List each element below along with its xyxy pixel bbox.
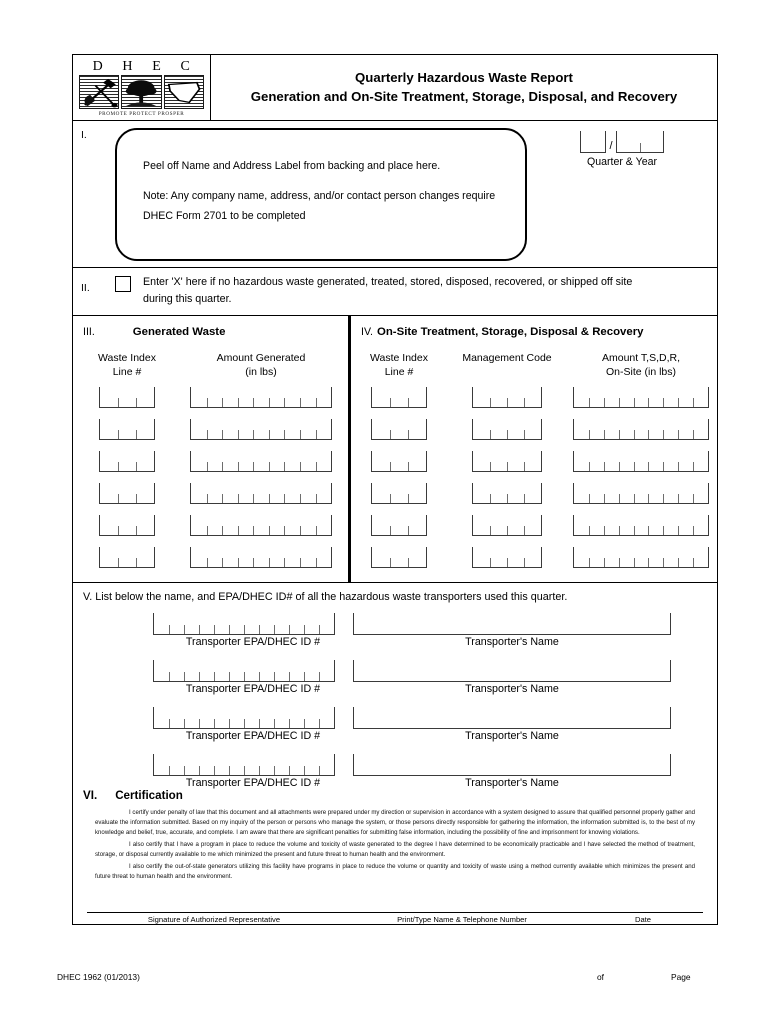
transporter-id-input[interactable] bbox=[153, 707, 335, 729]
management-code-input[interactable] bbox=[472, 483, 542, 504]
address-change-note-line1: Note: Any company name, address, and/or contact person changes require bbox=[143, 190, 496, 203]
section-3-column-headers bbox=[73, 352, 348, 379]
management-code-input[interactable] bbox=[472, 515, 542, 536]
section-5-instruction bbox=[73, 591, 717, 603]
no-activity-text-line1: Enter 'X' here if no hazardous waste generated, treated, stored, disposed, recovered, or shipped off site bbox=[143, 276, 633, 288]
col-header-waste-index-l2: Line # bbox=[112, 365, 142, 378]
transporter-id-input[interactable] bbox=[153, 613, 335, 635]
table-row bbox=[73, 451, 348, 472]
waste-index-input[interactable] bbox=[99, 419, 155, 440]
col-header-management-code-l1: Management Code bbox=[462, 352, 552, 365]
amount-tsdr-input[interactable] bbox=[573, 547, 709, 568]
table-row bbox=[73, 387, 348, 408]
waste-index-input[interactable] bbox=[371, 515, 427, 536]
table-row bbox=[351, 387, 717, 408]
section-3-generated-waste bbox=[73, 316, 351, 582]
transporter-name-caption: Transporter's Name bbox=[465, 730, 559, 743]
survey-tools-icon bbox=[79, 75, 119, 109]
section-5-transporters bbox=[73, 583, 717, 789]
sections-3-and-4 bbox=[73, 316, 717, 583]
quarter-year-field bbox=[527, 121, 717, 267]
dhec-logo-tagline: PROMOTE PROTECT PROSPER bbox=[98, 111, 185, 117]
amount-generated-input[interactable] bbox=[190, 547, 332, 568]
table-row bbox=[351, 451, 717, 472]
waste-index-input[interactable] bbox=[371, 547, 427, 568]
section-2-no-activity bbox=[73, 268, 717, 316]
section-2-numeral: II. bbox=[81, 282, 90, 294]
section-4-title: On-Site Treatment, Storage, Disposal & Recovery bbox=[376, 326, 644, 339]
south-carolina-map-icon bbox=[164, 75, 204, 109]
waste-index-input[interactable] bbox=[371, 451, 427, 472]
transporter-name-input[interactable] bbox=[353, 613, 671, 635]
amount-generated-input[interactable] bbox=[190, 451, 332, 472]
amount-generated-input[interactable] bbox=[190, 515, 332, 536]
section-1-address-label bbox=[73, 121, 717, 268]
form-id-label: DHEC 1962 (01/2013) bbox=[57, 972, 140, 982]
transporter-name-input[interactable] bbox=[353, 660, 671, 682]
section-6-numeral: VI. bbox=[83, 789, 98, 803]
amount-tsdr-input[interactable] bbox=[573, 451, 709, 472]
waste-index-input[interactable] bbox=[99, 451, 155, 472]
form-title-line2: Generation and On-Site Treatment, Storage, Disposal, and Recovery bbox=[250, 88, 678, 104]
page-of-label: of bbox=[597, 972, 604, 982]
amount-tsdr-input[interactable] bbox=[573, 387, 709, 408]
certification-paragraph-3: I also certify the out-of-state generators utilizing this facility have programs in place to reduce the volume or quantity and toxicity of waste using a method currently available which minimizes the present and future threat to human health and the environment. bbox=[95, 863, 695, 880]
year-input[interactable] bbox=[616, 131, 664, 153]
dhec-logo-panels bbox=[79, 75, 204, 109]
transporter-row bbox=[73, 660, 717, 695]
signature-caption-row bbox=[87, 912, 703, 924]
dhec-logo-letters bbox=[79, 60, 204, 75]
quarter-year-separator: / bbox=[609, 140, 613, 152]
col-header-amount-tsdr-l2: On-Site (in lbs) bbox=[605, 365, 677, 378]
transporter-name-caption: Transporter's Name bbox=[465, 777, 559, 790]
col-header-waste-index bbox=[351, 352, 447, 379]
waste-index-input[interactable] bbox=[371, 483, 427, 504]
col-header-amount-tsdr-l1: Amount T,S,D,R, bbox=[601, 352, 680, 365]
amount-generated-input[interactable] bbox=[190, 483, 332, 504]
col-header-amount-generated-l2: (in lbs) bbox=[245, 365, 277, 378]
printname-caption: Print/Type Name & Telephone Number bbox=[397, 914, 527, 924]
form-footer bbox=[57, 972, 719, 982]
dhec-logo bbox=[73, 55, 211, 120]
transporter-row bbox=[73, 613, 717, 648]
management-code-input[interactable] bbox=[472, 451, 542, 472]
table-row bbox=[351, 547, 717, 568]
waste-index-input[interactable] bbox=[99, 483, 155, 504]
transporter-row bbox=[73, 754, 717, 789]
address-label-placement-area[interactable] bbox=[115, 128, 527, 261]
no-activity-text bbox=[143, 274, 638, 307]
signature-write-area[interactable] bbox=[73, 884, 717, 902]
col-header-management-code bbox=[447, 352, 567, 379]
logo-letter-h: H bbox=[122, 59, 134, 74]
section-4-heading bbox=[351, 326, 717, 338]
waste-index-input[interactable] bbox=[371, 419, 427, 440]
table-row bbox=[73, 547, 348, 568]
amount-generated-input[interactable] bbox=[190, 387, 332, 408]
table-row bbox=[351, 483, 717, 504]
section-6-certification bbox=[73, 789, 717, 923]
logo-letter-c: C bbox=[180, 59, 191, 74]
waste-index-input[interactable] bbox=[99, 387, 155, 408]
form-title-line1: Quarterly Hazardous Waste Report bbox=[355, 69, 573, 85]
col-header-amount-generated-l1: Amount Generated bbox=[216, 352, 306, 365]
amount-tsdr-input[interactable] bbox=[573, 419, 709, 440]
col-header-amount-generated bbox=[181, 352, 341, 379]
address-change-note-line2: DHEC Form 2701 to be completed bbox=[143, 210, 306, 223]
peel-off-instruction: Peel off Name and Address Label from backing and place here. bbox=[143, 160, 441, 172]
section-3-rows bbox=[73, 387, 348, 568]
logo-letter-e: E bbox=[152, 59, 162, 74]
form-header bbox=[73, 55, 717, 121]
transporter-id-input[interactable] bbox=[153, 660, 335, 682]
section-3-title: Generated Waste bbox=[132, 326, 226, 339]
transporter-name-input[interactable] bbox=[353, 707, 671, 729]
no-activity-text-line2: during this quarter. bbox=[143, 292, 232, 305]
section-4-column-headers bbox=[351, 352, 717, 379]
section-3-numeral: III. bbox=[83, 326, 95, 339]
amount-tsdr-input[interactable] bbox=[573, 515, 709, 536]
table-row bbox=[73, 483, 348, 504]
tree-icon bbox=[121, 75, 161, 109]
col-header-waste-index-l2: Line # bbox=[384, 365, 414, 378]
no-activity-checkbox[interactable] bbox=[115, 276, 131, 292]
transporter-id-caption: Transporter EPA/DHEC ID # bbox=[185, 730, 321, 743]
page-label: Page bbox=[671, 972, 691, 982]
management-code-input[interactable] bbox=[472, 547, 542, 568]
transporter-name-caption: Transporter's Name bbox=[465, 636, 559, 649]
amount-generated-input[interactable] bbox=[190, 419, 332, 440]
table-row bbox=[73, 419, 348, 440]
col-header-amount-tsdr bbox=[567, 352, 715, 379]
table-row bbox=[351, 419, 717, 440]
certification-text bbox=[73, 808, 717, 881]
waste-index-input[interactable] bbox=[371, 387, 427, 408]
col-header-waste-index-l1: Waste Index bbox=[98, 352, 156, 365]
table-row bbox=[73, 515, 348, 536]
transporter-id-caption: Transporter EPA/DHEC ID # bbox=[185, 636, 321, 649]
waste-index-input[interactable] bbox=[99, 547, 155, 568]
section-4-numeral: IV. bbox=[361, 326, 373, 339]
quarter-year-caption: Quarter & Year bbox=[586, 156, 658, 168]
table-row bbox=[351, 515, 717, 536]
certification-paragraph-1: I certify under penalty of law that this document and all attachments were prepared under my direction or supervision in accordance with a system designed to assure that qualified personnel properly gather and evaluate the information submitted. Based on my inquiry of the person or persons who manage the system, or those persons directly responsible for gathering the information, the information submitted is, to the best of my knowledge and belief, true, accurate, and complete. I am aware that there are significant penalties for submitting false information, including the possibility of fine and imprisonment for knowing violations. bbox=[95, 809, 695, 837]
section-5-numeral: V. bbox=[83, 591, 93, 604]
section-5-instruction-text: List below the name, and EPA/DHEC ID# of all the hazardous waste transporters used this quarter. bbox=[95, 591, 568, 604]
section-3-heading bbox=[73, 326, 348, 338]
quarter-input[interactable] bbox=[580, 131, 606, 153]
management-code-input[interactable] bbox=[472, 387, 542, 408]
transporter-id-input[interactable] bbox=[153, 754, 335, 776]
col-header-waste-index bbox=[73, 352, 181, 379]
transporter-id-caption: Transporter EPA/DHEC ID # bbox=[185, 683, 321, 696]
transporter-name-caption: Transporter's Name bbox=[465, 683, 559, 696]
logo-letter-d: D bbox=[92, 59, 104, 74]
transporter-name-input[interactable] bbox=[353, 754, 671, 776]
transporter-id-caption: Transporter EPA/DHEC ID # bbox=[185, 777, 321, 790]
certification-paragraph-2: I also certify that I have a program in place to reduce the volume and toxicity of waste generated to the degree I have determined to be economically practicable and I have selected the method of treatment, storage, or disposal currently available to me which minimized the present and future threat to human health and the environment. bbox=[95, 841, 695, 859]
section-1-numeral: I. bbox=[81, 129, 87, 141]
signature-caption: Signature of Authorized Representative bbox=[147, 914, 281, 924]
date-caption: Date bbox=[634, 914, 652, 924]
management-code-input[interactable] bbox=[472, 419, 542, 440]
waste-index-input[interactable] bbox=[99, 515, 155, 536]
section-6-title: Certification bbox=[115, 789, 183, 803]
section-6-heading bbox=[73, 789, 717, 802]
col-header-waste-index-l1: Waste Index bbox=[370, 352, 428, 365]
section-4-rows bbox=[351, 387, 717, 568]
section-4-onsite-treatment bbox=[351, 316, 717, 582]
form-title bbox=[211, 55, 717, 120]
form-body bbox=[72, 54, 718, 925]
transporter-row bbox=[73, 707, 717, 742]
quarter-year-combs bbox=[580, 131, 663, 153]
amount-tsdr-input[interactable] bbox=[573, 483, 709, 504]
